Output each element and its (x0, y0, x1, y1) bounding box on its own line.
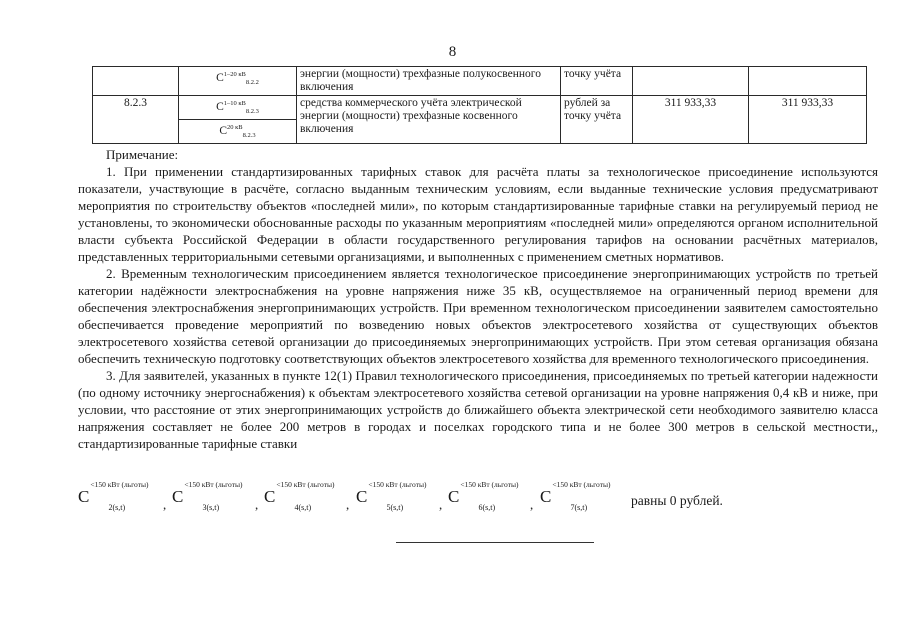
rate-code: $C^{1-20 кВ}_{8.2.2}$ (179, 67, 297, 96)
row-unit: точку учёта (561, 67, 633, 96)
row-value-1 (633, 67, 749, 96)
formula-term-5: $C^{<150 кВт (льготы)}_{6(s,t)}$ (448, 480, 519, 513)
formula-term-2: $C^{<150 кВт (льготы)}_{3(s,t)}$ (172, 480, 243, 513)
row-number (93, 67, 179, 96)
note-paragraph-1: 1. При применении стандартизированных тарифных ставок для расчёта платы за технологическое присоединение используются показатели, участвующие в расчёте, согласно выданным техническим условиям, если выданные технические условия предусматривают мероприятия по строительству объектов «последней мили», по которым стандартизированные тарифные ставки на регулируемый период не установлены, то экономически обоснованные расходы по указанным мероприятиям «последней мили» определяются органом исполнительной власти субъекта Российской Федерации в области государственного регулирования тарифов на основании расчётных материалов, представленных территориальными сетевыми организациями, и выполненных с применением сметных нормативов. (78, 164, 878, 264)
row-value-2: 311 933,33 (749, 96, 867, 144)
formula-separator: , (530, 497, 534, 512)
table-row (93, 96, 867, 120)
notes-section (78, 146, 878, 452)
note-paragraph-2: 2. Временным технологическим присоединением является технологическое присоединение энергопринимающих устройств по третьей категории надёжности электроснабжения на уровне напряжения ниже 35 кВ, осуществляемое на ограниченный период времени для обеспечения электроснабжения энергопринимающих устройств. При временном технологическом присоединении заявителем самостоятельно обеспечивается проведение мероприятий по возведению новых объектов электросетевого хозяйства от существующих объектов электросетевого хозяйства сетевой организации до присоединяемых энергопринимающих устройств. При этом сетевая организация обязана обеспечить техническую подготовку соответствующих объектов электросетевого хозяйства для временного технологического присоединения. (78, 266, 878, 366)
rate-code: $C^{20 кВ}_{8.2.3}$ (179, 120, 297, 144)
row-unit: рублей за точку учёта (561, 96, 633, 144)
formula-separator: , (255, 497, 259, 512)
row-value-1: 311 933,33 (633, 96, 749, 144)
footer-divider (396, 542, 594, 543)
row-description: средства коммерческого учёта электрической энергии (мощности) трехфазные косвенного включения (297, 96, 561, 144)
formula-term-4: $C^{<150 кВт (льготы)}_{5(s,t)}$ (356, 480, 427, 513)
rates-formula (78, 480, 878, 515)
notes-heading: Примечание: (106, 147, 179, 162)
formula-term-6: $C^{<150 кВт (льготы)}_{7(s,t)}$ (540, 480, 611, 513)
formula-separator: , (439, 497, 443, 512)
row-description: энергии (мощности) трехфазные полукосвенного включения (297, 67, 561, 96)
note-paragraph-3: 3. Для заявителей, указанных в пункте 12(1) Правил технологического присоединения, присоединяемых по третьей категории надежности (по одному источнику энергоснабжения) к объектам электросетевого хозяйства сетевой организации на уровне напряжения 0,4 кВ и ниже, при условии, что расстояние от этих энергопринимающих устройств до ближайшего объекта электрической сети необходимого заявителю класса напряжения составляет не более 200 метров в городах и поселках городского типа и не более 300 метров в сельской местности,, стандартизированные тарифные ставки (78, 368, 878, 451)
row-number: 8.2.3 (93, 96, 179, 144)
formula-separator: , (346, 497, 350, 512)
table-row (93, 67, 867, 96)
page-number: 8 (448, 44, 457, 60)
formula-separator: , (163, 497, 167, 512)
row-value-2 (749, 67, 867, 96)
tariff-table (92, 66, 867, 144)
formula-term-1: $C^{<150 кВт (льготы)}_{2(s,t)}$ (78, 480, 149, 513)
formula-conclusion: равны 0 рублей. (631, 493, 723, 508)
rate-code: $C^{1-10 кВ}_{8.2.3}$ (179, 96, 297, 120)
formula-term-3: $C^{<150 кВт (льготы)}_{4(s,t)}$ (264, 480, 335, 513)
